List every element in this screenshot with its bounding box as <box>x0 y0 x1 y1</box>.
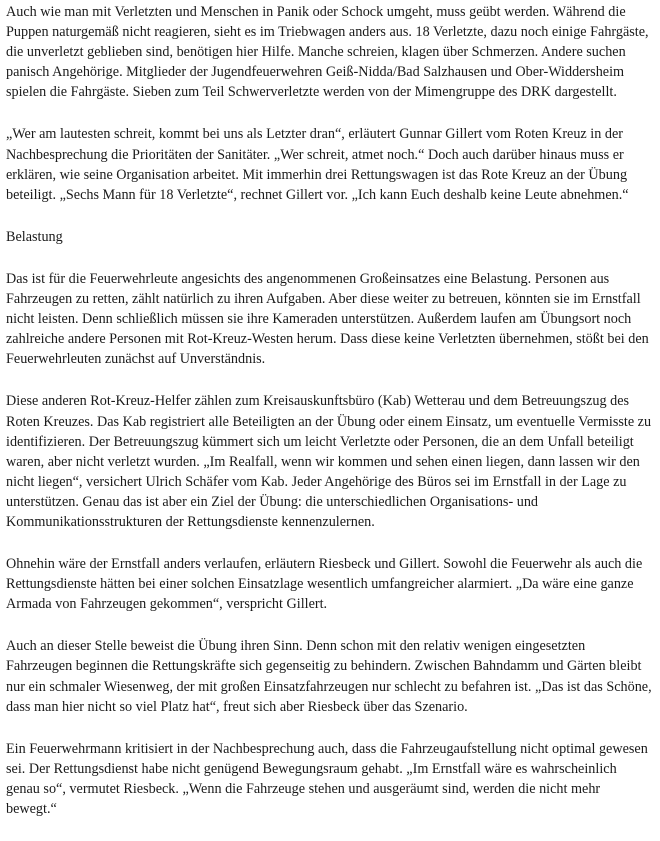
article-body <box>6 2 654 841</box>
paragraph-real-case: Ohnehin wäre der Ernstfall anders verlaufen, erläutern Riesbeck und Gillert. Sowohl die Feuerwehr als auch die Rettungsdienste hätten bei einer solchen Einsatzlage wesentlich umfangreicher alarmiert. „Da wäre eine ganze Armada von Fahrzeugen gekommen“, verspricht Gillert. <box>6 556 643 613</box>
paragraph-training-panic: Auch wie man mit Verletzten und Menschen in Panik oder Schock umgeht, muss geübt werden. Während die Puppen naturgemäß nicht reagieren, sieht es im Triebwagen anders aus. 18 Verletzte, dazu noch einige Fahrgäste, die unverletzt geblieben sind, benötigen hier Hilfe. Manche schreien, klagen über Schmerzen. Andere suchen panisch Angehörige. Mitglieder der Jugendfeuerwehren Geiß-Nidda/Bad Salzhausen und Ober-Widdersheim spielen die Fahrgäste. Sieben zum Teil Schwerverletzte werden von der Mimengruppe des DRK dargestellt. <box>6 4 649 101</box>
paragraph-burden: Das ist für die Feuerwehrleute angesichts des angenommenen Großeinsatzes eine Belastung. Personen aus Fahrzeugen zu retten, zählt natürlich zu ihren Aufgaben. Aber diese weiter zu betreuen, könnten sie im Ernstfall nicht leisten. Denn schließlich müssen sie ihre Kameraden unterstützen. Außerdem laufen am Übungsort noch zahlreiche andere Personen mit Rot-Kreuz-Westen herum. Dass diese keine Verletzten übernehmen, stößt bei den Feuerwehrleuten zunächst auf Unverständnis. <box>6 270 649 368</box>
paragraph-space-constraints: Auch an dieser Stelle beweist die Übung ihren Sinn. Denn schon mit den relativ wenigen eingesetzten Fahrzeugen beginnen die Rettungskräfte sich gegenseitig zu behindern. Zwischen Bahndamm und Gärten bleibt nur ein schmaler Wiesenweg, der mit großen Einsatzfahrzeugen nur schlecht zu befahren ist. „Das ist das Schöne, dass man hier nicht so viel Platz hat“, freut sich aber Riesbeck über das Szenario. <box>6 638 652 715</box>
paragraph-vehicle-placement: Ein Feuerwehrmann kritisiert in der Nachbesprechung auch, dass die Fahrzeugaufstellung nicht optimal gewesen sei. Der Rettungsdienst habe nicht genügend Bewegungsraum gehabt. „Im Ernstfall wäre es wahrscheinlich genau so“, vermutet Riesbeck. „Wenn die Fahrzeuge stehen und ausgeräumt sind, werden die nicht mehr bewegt.“ <box>6 740 648 817</box>
section-heading-belastung: Belastung <box>6 228 63 245</box>
paragraph-kab-helpers: Diese anderen Rot-Kreuz-Helfer zählen zum Kreisauskunftsbüro (Kab) Wetterau und dem Betreuungszug des Roten Kreuzes. Das Kab registriert alle Beteiligten an der Übung oder einem Einsatz, um eventuelle Vermisste zu identifizieren. Der Betreuungszug kümmert sich um leicht Verletzte oder Personen, die an dem Unfall beteiligt waren, aber nicht verletzt wurden. „Im Realfall, wenn wir kommen und sehen einen liegen, dann lassen wir den nicht liegen“, versichert Ulrich Schäfer vom Kab. Jeder Angehörige des Büros sei im Ernstfall in der Lage zu unterstützen. Genau das ist aber ein Ziel der Übung: die unterschiedlichen Organisations- und Kommunikationsstrukturen der Rettungsdienste kennenzulernen. <box>6 393 652 530</box>
paragraph-gillert-priorities: „Wer am lautesten schreit, kommt bei uns als Letzter dran“, erläutert Gunnar Gillert vom Roten Kreuz in der Nachbesprechung die Prioritäten der Sanitäter. „Wer schreit, atmet noch.“ Doch auch darüber hinaus muss er erklären, wie seine Organisation arbeitet. Mit immerhin drei Rettungswagen ist das Rote Kreuz an der Übung beteiligt. „Sechs Mann für 18 Verletzte“, rechnet Gillert vor. „Ich kann Euch deshalb keine Leute abnehmen.“ <box>6 126 629 203</box>
